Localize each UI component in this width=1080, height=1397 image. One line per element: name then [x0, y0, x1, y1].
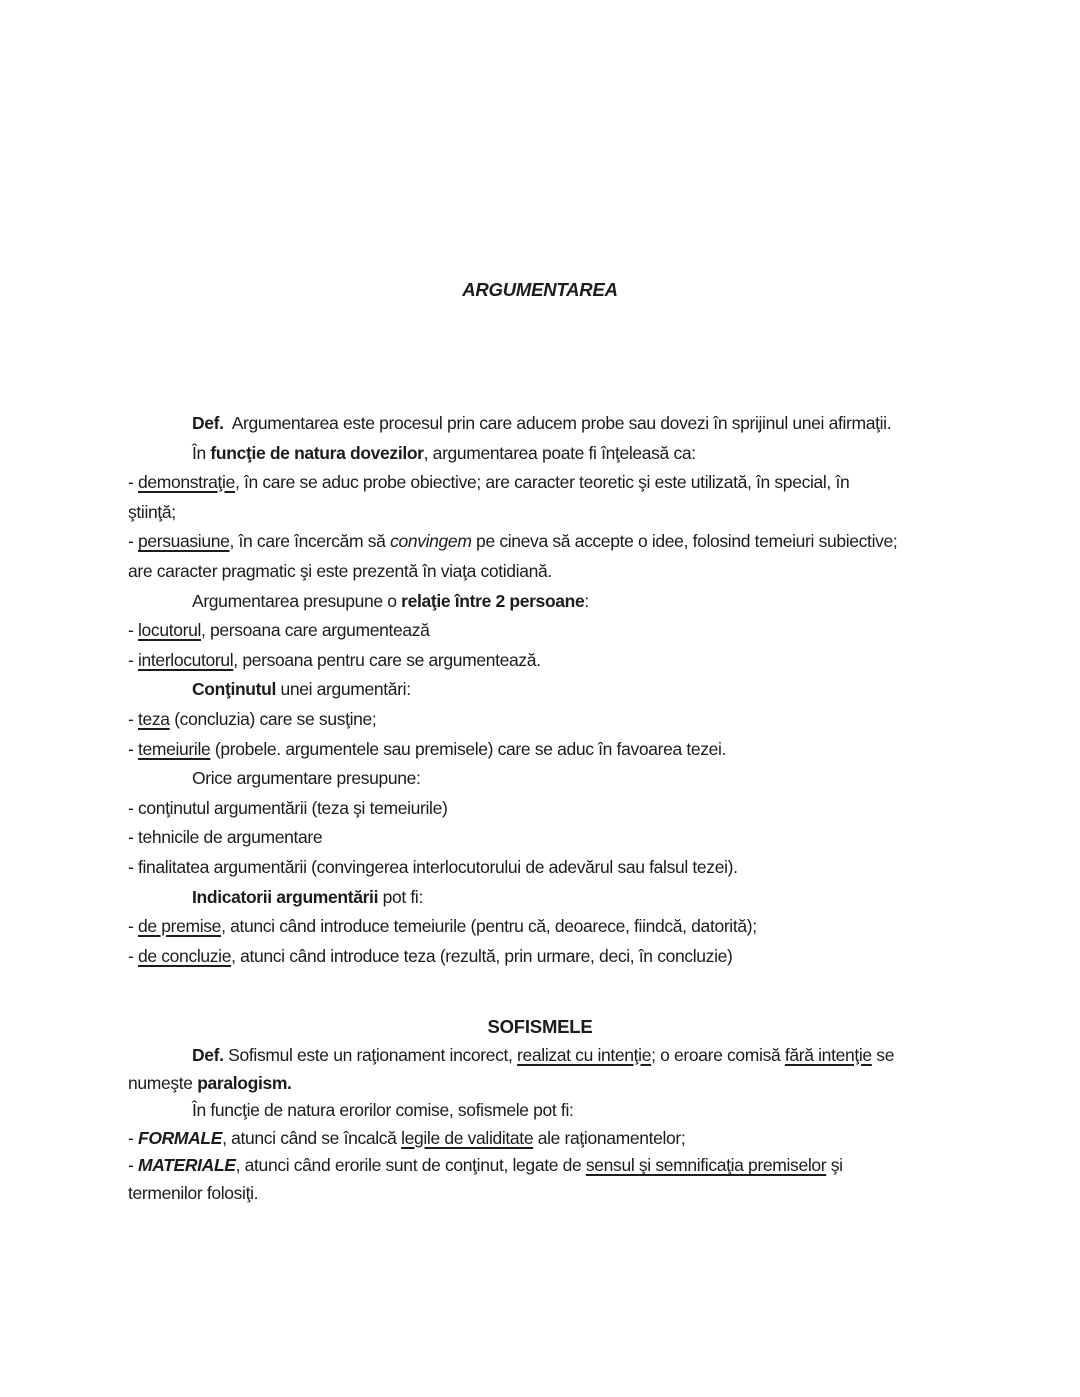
text-segment: Indicatorii argumentării	[192, 886, 379, 907]
text-segment: (concluzia) care se susţine;	[169, 708, 377, 729]
text-line	[128, 1180, 1068, 1208]
text-segment: termenilor folosiţi.	[128, 1182, 259, 1203]
text-line	[128, 646, 1068, 676]
text-line	[128, 853, 1068, 883]
text-line	[128, 616, 1068, 646]
text-segment: legile de validitate	[401, 1127, 534, 1148]
text-segment: ; o eroare comisă	[651, 1045, 785, 1065]
text-line	[128, 794, 1068, 824]
text-line	[128, 557, 1068, 587]
text-segment: -	[128, 708, 138, 729]
text-segment: ale raţionamentelor;	[533, 1127, 686, 1148]
text-segment: numeşte	[128, 1072, 198, 1093]
text-segment: demonstraţie	[138, 472, 235, 493]
text-segment: de premise	[138, 916, 222, 937]
text-line	[128, 1070, 1068, 1098]
text-line	[128, 498, 1068, 528]
text-line	[128, 587, 1068, 617]
section-body-argumentarea	[128, 409, 1068, 971]
text-line	[128, 764, 1068, 794]
text-segment: , atunci când introduce temeiurile (pentru că, deoarece, fiindcă, datorită);	[221, 916, 757, 937]
text-segment: Argumentarea este procesul prin care aducem probe sau dovezi în sprijinul unei afirmaţii.	[223, 413, 892, 433]
text-segment: În funcţie de natura erorilor comise, sofismele pot fi:	[192, 1100, 574, 1121]
text-segment: , persoana pentru care se argumentează.	[233, 649, 541, 670]
text-segment: MATERIALE	[138, 1155, 236, 1176]
text-segment: relaţie între 2 persoane	[401, 590, 585, 611]
text-line	[128, 1152, 1068, 1180]
text-segment: -	[128, 649, 138, 670]
text-segment: :	[584, 590, 589, 611]
text-segment: În	[192, 442, 211, 463]
text-segment: pot fi:	[378, 886, 423, 907]
text-segment: locutorul	[138, 620, 201, 641]
text-segment: - finalitatea argumentării (convingerea interlocutorului de adevărul sau falsul tezei).	[128, 856, 738, 877]
text-segment: Orice argumentare presupune:	[192, 768, 421, 789]
text-line	[128, 409, 1068, 439]
text-segment: pe cineva să accepte o idee, folosind temeiuri subiective;	[471, 531, 898, 552]
text-segment: , în care încercăm să	[229, 531, 391, 552]
text-segment: paralogism.	[197, 1072, 292, 1093]
text-segment: fără intenţie	[784, 1045, 872, 1065]
text-segment: , argumentarea poate fi înţeleasă ca:	[423, 442, 696, 463]
text-segment: interlocutorul	[138, 649, 234, 670]
text-segment: -	[128, 531, 138, 552]
text-segment: , atunci când se încalcă	[222, 1127, 402, 1148]
text-line	[128, 675, 1068, 705]
text-segment: temeiurile	[138, 738, 211, 759]
section-body-sofismele	[128, 1042, 1068, 1208]
text-line	[128, 705, 1068, 735]
text-segment: sensul şi semnificaţia premiselor	[585, 1155, 827, 1176]
text-line	[128, 468, 1068, 498]
text-segment: - tehnicile de argumentare	[128, 827, 323, 848]
text-segment: Def.	[192, 1045, 224, 1065]
text-segment: , persoana care argumentează	[201, 620, 430, 641]
text-segment: -	[128, 738, 138, 759]
text-line	[128, 883, 1068, 913]
section-title-argumentarea: ARGUMENTAREA	[462, 279, 618, 300]
text-segment: teza	[138, 708, 170, 729]
text-segment: FORMALE	[138, 1127, 223, 1148]
text-segment: unei argumentări:	[275, 679, 411, 700]
text-segment: -	[128, 620, 138, 641]
section-title-sofismele: SOFISMELE	[487, 1016, 593, 1037]
text-segment: persuasiune	[138, 531, 230, 552]
text-segment: realizat cu intenţie	[517, 1045, 652, 1065]
text-segment: -	[128, 1127, 138, 1148]
text-segment: Def.	[192, 413, 224, 433]
text-line	[128, 912, 1068, 942]
text-segment: , atunci când erorile sunt de conţinut, legate de	[235, 1155, 586, 1176]
text-line	[128, 439, 1068, 469]
text-segment: Conţinutul	[192, 679, 276, 700]
text-segment: -	[128, 916, 138, 937]
text-segment: , atunci când introduce teza (rezultă, prin urmare, deci, în concluzie)	[231, 945, 733, 966]
text-segment: -	[128, 945, 138, 966]
text-line	[128, 1125, 1068, 1153]
text-segment: şi	[826, 1155, 843, 1176]
text-segment: Sofismul este un raţionament incorect,	[223, 1045, 518, 1065]
text-segment: - conţinutul argumentării (teza şi temeiurile)	[128, 797, 448, 818]
text-line	[128, 735, 1068, 765]
text-line	[128, 1097, 1068, 1125]
text-segment: -	[128, 1155, 138, 1176]
text-line	[128, 942, 1068, 972]
text-segment: are caracter pragmatic şi este prezentă în viaţa cotidiană.	[128, 560, 552, 581]
text-line	[128, 823, 1068, 853]
text-segment: ştiinţă;	[128, 501, 176, 522]
text-segment: de concluzie	[138, 945, 232, 966]
text-line	[128, 1042, 1068, 1070]
text-segment: se	[871, 1045, 895, 1065]
text-segment: -	[128, 472, 138, 493]
text-segment: , în care se aduc probe obiective; are caracter teoretic şi este utilizată, în special, în	[234, 472, 850, 493]
text-segment: Argumentarea presupune o	[192, 590, 402, 611]
text-segment: (probele. argumentele sau premisele) care se aduc în favoarea tezei.	[210, 738, 727, 759]
text-line	[128, 527, 1068, 557]
text-segment: convingem	[390, 531, 472, 552]
text-segment: funcţie de natura dovezilor	[210, 442, 424, 463]
